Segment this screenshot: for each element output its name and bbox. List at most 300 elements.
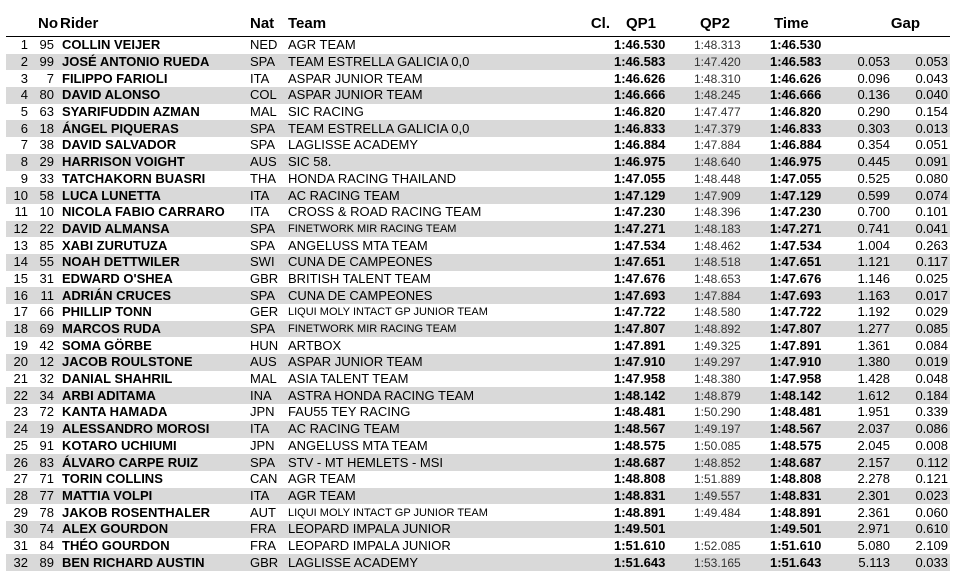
- class-cell: [514, 337, 612, 354]
- gap-to-leader-cell: 0.599: [857, 187, 890, 203]
- team-cell: SIC RACING: [288, 104, 364, 120]
- best-time-cell: 1:47.651: [770, 254, 822, 270]
- table-row: [6, 404, 950, 421]
- gap-to-previous-cell: 0.048: [915, 371, 948, 387]
- nationality-cell: SPA: [250, 220, 276, 236]
- nationality-cell: ITA: [250, 187, 270, 203]
- class-cell: [514, 104, 612, 121]
- qp1-time-cell: 1:48.808: [614, 471, 666, 487]
- class-cell: [514, 70, 612, 87]
- number-cell: 58: [39, 187, 54, 203]
- best-time-cell: 1:48.575: [770, 437, 822, 453]
- qp2-time-cell: 1:48.380: [694, 372, 741, 387]
- qp1-time-cell: 1:46.884: [614, 137, 666, 153]
- team-cell: SIC 58.: [288, 154, 332, 170]
- gap-to-leader-cell: 0.354: [857, 137, 890, 153]
- number-cell: 84: [39, 537, 54, 553]
- qp1-time-cell: 1:49.501: [614, 521, 666, 537]
- qp2-time-cell: 1:49.484: [694, 505, 741, 520]
- nationality-cell: MAL: [250, 371, 277, 387]
- best-time-cell: 1:48.831: [770, 487, 822, 503]
- team-cell: LIQUI MOLY INTACT GP JUNIOR TEAM: [288, 306, 488, 319]
- team-cell: LAGLISSE ACADEMY: [288, 554, 419, 570]
- rider-cell: TORIN COLLINS: [62, 471, 163, 487]
- qp1-time-cell: 1:46.626: [614, 70, 666, 86]
- best-time-cell: 1:47.693: [770, 287, 822, 303]
- position-cell: 6: [20, 120, 28, 136]
- qp1-time-cell: 1:48.142: [614, 387, 666, 403]
- best-time-cell: 1:47.534: [770, 237, 822, 253]
- position-cell: 20: [13, 354, 28, 370]
- gap-to-previous-cell: 0.017: [915, 287, 948, 303]
- nationality-cell: SPA: [250, 54, 276, 70]
- qp2-time-cell: 1:51.889: [694, 472, 741, 487]
- gap-to-previous-cell: 0.184: [915, 387, 948, 403]
- number-cell: 38: [39, 137, 54, 153]
- rider-cell: NOAH DETTWILER: [62, 254, 180, 270]
- table-row: [6, 120, 950, 137]
- class-cell: [514, 521, 612, 538]
- position-cell: 21: [13, 371, 28, 387]
- qp1-time-cell: 1:51.610: [614, 537, 666, 553]
- nationality-cell: MAL: [250, 104, 277, 120]
- nationality-cell: SPA: [250, 137, 276, 153]
- class-cell: [514, 554, 612, 571]
- gap-to-previous-cell: 0.112: [916, 454, 948, 470]
- gap-to-leader-cell: 2.971: [857, 521, 890, 537]
- table-row: [6, 87, 950, 104]
- nationality-cell: ITA: [250, 421, 270, 437]
- nationality-cell: JPN: [250, 404, 275, 420]
- rider-cell: KANTA HAMADA: [62, 404, 168, 420]
- qp1-time-cell: 1:48.481: [614, 404, 666, 420]
- best-time-cell: 1:46.820: [770, 104, 822, 120]
- class-cell: [514, 421, 612, 438]
- gap-to-previous-cell: 0.041: [915, 220, 948, 236]
- class-cell: [514, 371, 612, 388]
- qp1-time-cell: 1:47.129: [614, 187, 666, 203]
- rider-cell: COLLIN VEIJER: [62, 37, 161, 53]
- gap-to-previous-cell: 0.033: [915, 554, 948, 570]
- class-cell: [514, 321, 612, 338]
- team-cell: CUNA DE CAMPEONES: [288, 287, 433, 303]
- nationality-cell: NED: [250, 37, 278, 53]
- rider-cell: EDWARD O'SHEA: [62, 270, 173, 286]
- qp1-time-cell: 1:51.643: [614, 554, 666, 570]
- number-cell: 74: [39, 521, 54, 537]
- qp2-time-cell: 1:47.477: [694, 105, 741, 120]
- number-cell: 19: [39, 421, 54, 437]
- best-time-cell: 1:48.567: [770, 421, 822, 437]
- team-cell: STV - MT HEMLETS - MSI: [288, 454, 444, 470]
- nationality-cell: GBR: [250, 554, 279, 570]
- position-cell: 26: [13, 454, 28, 470]
- gap-to-previous-cell: 0.085: [915, 321, 948, 337]
- table-row: [6, 287, 950, 304]
- best-time-cell: 1:51.610: [770, 537, 822, 553]
- position-cell: 15: [13, 270, 28, 286]
- rider-cell: ÁNGEL PIQUERAS: [62, 120, 179, 136]
- best-time-cell: 1:46.884: [770, 137, 822, 153]
- best-time-cell: 1:48.481: [770, 404, 822, 420]
- nationality-cell: AUS: [250, 154, 277, 170]
- rider-cell: DAVID SALVADOR: [62, 137, 177, 153]
- gap-to-leader-cell: 0.053: [857, 54, 890, 70]
- table-row: [6, 237, 950, 254]
- best-time-cell: 1:47.230: [770, 204, 822, 220]
- team-cell: AC RACING TEAM: [288, 187, 400, 203]
- nationality-cell: SPA: [250, 237, 276, 253]
- nationality-cell: ITA: [250, 70, 270, 86]
- class-cell: [514, 54, 612, 71]
- best-time-cell: 1:48.142: [770, 387, 822, 403]
- best-time-cell: 1:47.910: [770, 354, 822, 370]
- team-cell: ASPAR JUNIOR TEAM: [288, 354, 423, 370]
- qp2-time-cell: 1:48.518: [694, 255, 741, 270]
- gap-to-previous-cell: 0.154: [915, 104, 948, 120]
- rider-cell: FILIPPO FARIOLI: [62, 70, 168, 86]
- rider-cell: MATTIA VOLPI: [62, 487, 153, 503]
- gap-to-leader-cell: 2.278: [857, 471, 890, 487]
- position-cell: 1: [20, 37, 28, 53]
- qp2-time-cell: 1:50.085: [694, 438, 741, 453]
- rider-cell: DAVID ALMANSA: [62, 220, 170, 236]
- best-time-cell: 1:48.687: [770, 454, 822, 470]
- table-row: [6, 171, 950, 188]
- gap-to-leader-cell: 2.301: [857, 487, 890, 503]
- gap-to-leader-cell: 1.428: [857, 371, 890, 387]
- nationality-cell: JPN: [250, 437, 275, 453]
- rider-cell: ARBI ADITAMA: [62, 387, 156, 403]
- table-row: [6, 371, 950, 388]
- class-cell: [514, 454, 612, 471]
- rider-cell: HARRISON VOIGHT: [62, 154, 185, 170]
- table-row: [6, 337, 950, 354]
- team-cell: LAGLISSE ACADEMY: [288, 137, 419, 153]
- gap-to-previous-cell: 0.086: [915, 421, 948, 437]
- class-cell: [514, 237, 612, 254]
- rider-cell: TATCHAKORN BUASRI: [62, 170, 206, 186]
- gap-to-previous-cell: 0.263: [915, 237, 948, 253]
- qp2-time-cell: 1:47.420: [694, 55, 741, 70]
- table-row: [6, 454, 950, 471]
- position-cell: 4: [20, 87, 28, 103]
- class-cell: [514, 221, 612, 238]
- table-row: [6, 421, 950, 438]
- qp2-time-cell: 1:47.884: [694, 288, 741, 303]
- nationality-cell: ITA: [250, 204, 270, 220]
- best-time-cell: 1:46.833: [770, 120, 822, 136]
- rider-cell: KOTARO UCHIUMI: [62, 437, 177, 453]
- qp1-time-cell: 1:48.575: [614, 437, 666, 453]
- class-cell: [514, 304, 612, 321]
- number-cell: 42: [39, 337, 54, 353]
- team-cell: CUNA DE CAMPEONES: [288, 254, 433, 270]
- nationality-cell: COL: [250, 87, 277, 103]
- table-row: [6, 137, 950, 154]
- position-cell: 28: [13, 487, 28, 503]
- gap-to-leader-cell: 0.741: [857, 220, 890, 236]
- position-cell: 25: [13, 437, 28, 453]
- gap-to-previous-cell: 0.029: [915, 304, 948, 320]
- gap-to-leader-cell: 1.380: [857, 354, 890, 370]
- gap-to-leader-cell: 1.277: [857, 321, 890, 337]
- qp1-time-cell: 1:47.693: [614, 287, 666, 303]
- gap-to-leader-cell: 1.004: [857, 237, 890, 253]
- header-nat: Nat: [248, 10, 286, 37]
- table-row: [6, 221, 950, 238]
- position-cell: 14: [13, 254, 28, 270]
- class-cell: [514, 438, 612, 455]
- rider-cell: SOMA GÖRBE: [62, 337, 152, 353]
- qp1-time-cell: 1:47.230: [614, 204, 666, 220]
- team-cell: AGR TEAM: [288, 471, 356, 487]
- qp2-time-cell: 1:47.379: [694, 121, 741, 136]
- gap-to-previous-cell: [892, 37, 950, 54]
- position-cell: 19: [13, 337, 28, 353]
- gap-to-leader-cell: 0.525: [857, 170, 890, 186]
- number-cell: 99: [39, 54, 54, 70]
- qp2-time-cell: 1:48.396: [694, 205, 741, 220]
- gap-to-previous-cell: 0.091: [915, 154, 948, 170]
- gap-to-previous-cell: 0.117: [916, 254, 948, 270]
- qp1-time-cell: 1:47.055: [614, 170, 666, 186]
- team-cell: BRITISH TALENT TEAM: [288, 270, 431, 286]
- qp2-time-cell: 1:48.310: [694, 71, 741, 86]
- number-cell: 71: [39, 471, 54, 487]
- gap-to-leader-cell: 2.361: [857, 504, 890, 520]
- number-cell: 29: [39, 154, 54, 170]
- number-cell: 72: [39, 404, 54, 420]
- best-time-cell: 1:48.891: [770, 504, 822, 520]
- gap-to-previous-cell: 0.051: [915, 137, 948, 153]
- team-cell: FAU55 TEY RACING: [288, 404, 411, 420]
- table-row: [6, 70, 950, 87]
- position-cell: 31: [13, 537, 28, 553]
- qp1-time-cell: 1:46.583: [614, 54, 666, 70]
- team-cell: AC RACING TEAM: [288, 421, 400, 437]
- nationality-cell: SPA: [250, 120, 276, 136]
- nationality-cell: GBR: [250, 270, 279, 286]
- gap-to-leader-cell: 5.113: [858, 554, 890, 570]
- position-cell: 17: [13, 304, 28, 320]
- nationality-cell: HUN: [250, 337, 279, 353]
- position-cell: 12: [13, 220, 28, 236]
- position-cell: 11: [14, 204, 28, 220]
- best-time-cell: 1:47.676: [770, 270, 822, 286]
- gap-to-previous-cell: 0.080: [915, 170, 948, 186]
- class-cell: [514, 504, 612, 521]
- position-cell: 5: [20, 104, 28, 120]
- qp1-time-cell: 1:48.891: [614, 504, 666, 520]
- number-cell: 91: [39, 437, 54, 453]
- class-cell: [514, 120, 612, 137]
- rider-cell: ADRIÁN CRUCES: [62, 287, 172, 303]
- position-cell: 9: [20, 170, 28, 186]
- gap-to-previous-cell: 0.013: [915, 120, 948, 136]
- table-row: [6, 521, 950, 538]
- class-cell: [514, 37, 612, 54]
- class-cell: [514, 171, 612, 188]
- qp1-time-cell: 1:48.831: [614, 487, 666, 503]
- qp2-time-cell: 1:48.245: [694, 88, 741, 103]
- rider-cell: DAVID ALONSO: [62, 87, 161, 103]
- team-cell: CROSS & ROAD RACING TEAM: [288, 204, 482, 220]
- table-row: [6, 204, 950, 221]
- position-cell: 3: [20, 70, 28, 86]
- rider-cell: JACOB ROULSTONE: [62, 354, 193, 370]
- rider-cell: SYARIFUDDIN AZMAN: [62, 104, 200, 120]
- number-cell: 11: [40, 287, 54, 303]
- number-cell: 66: [39, 304, 54, 320]
- number-cell: 12: [39, 354, 54, 370]
- gap-to-leader-cell: 1.612: [857, 387, 890, 403]
- class-cell: [514, 404, 612, 421]
- gap-to-previous-cell: 0.060: [915, 504, 948, 520]
- position-cell: 23: [13, 404, 28, 420]
- number-cell: 55: [39, 254, 54, 270]
- results-table: [6, 10, 950, 571]
- qp2-time-cell: [674, 521, 756, 538]
- qp2-time-cell: 1:49.197: [694, 422, 741, 437]
- position-cell: 32: [13, 554, 28, 570]
- rider-cell: ALEX GOURDON: [62, 521, 169, 537]
- team-cell: ASIA TALENT TEAM: [288, 371, 409, 387]
- best-time-cell: 1:47.129: [770, 187, 822, 203]
- team-cell: AGR TEAM: [288, 37, 356, 53]
- number-cell: 63: [39, 104, 54, 120]
- table-header: [6, 10, 950, 37]
- position-cell: 30: [13, 521, 28, 537]
- gap-to-previous-cell: 0.610: [915, 521, 948, 537]
- qp1-time-cell: 1:48.687: [614, 454, 666, 470]
- best-time-cell: 1:46.975: [770, 154, 822, 170]
- qp2-time-cell: 1:48.892: [694, 322, 741, 337]
- position-cell: 8: [20, 154, 28, 170]
- rider-cell: LUCA LUNETTA: [62, 187, 161, 203]
- rider-cell: JOSÉ ANTONIO RUEDA: [62, 54, 210, 70]
- qp2-time-cell: 1:47.884: [694, 138, 741, 153]
- qp2-time-cell: 1:48.653: [694, 271, 741, 286]
- class-cell: [514, 271, 612, 288]
- class-cell: [514, 204, 612, 221]
- gap-to-previous-cell: 0.008: [915, 437, 948, 453]
- number-cell: 18: [39, 120, 54, 136]
- qp1-time-cell: 1:46.975: [614, 154, 666, 170]
- gap-to-leader-cell: 5.080: [857, 537, 890, 553]
- qp1-time-cell: 1:47.676: [614, 270, 666, 286]
- position-cell: 13: [13, 237, 28, 253]
- best-time-cell: 1:46.666: [770, 87, 822, 103]
- header-time: Time: [756, 10, 836, 37]
- qp1-time-cell: 1:47.722: [614, 304, 666, 320]
- nationality-cell: FRA: [250, 521, 276, 537]
- best-time-cell: 1:48.808: [770, 471, 822, 487]
- rider-cell: ÁLVARO CARPE RUIZ: [62, 454, 199, 470]
- table-row: [6, 321, 950, 338]
- position-cell: 10: [13, 187, 28, 203]
- gap-to-leader-cell: 2.045: [857, 437, 890, 453]
- class-cell: [514, 488, 612, 505]
- class-cell: [514, 387, 612, 404]
- gap-to-previous-cell: 0.040: [915, 87, 948, 103]
- qp2-time-cell: 1:48.580: [694, 305, 741, 320]
- qp2-time-cell: 1:49.325: [694, 338, 741, 353]
- table-row: [6, 104, 950, 121]
- header-pos: [6, 10, 36, 37]
- gap-to-leader-cell: 0.700: [857, 204, 890, 220]
- nationality-cell: SPA: [250, 454, 276, 470]
- nationality-cell: THA: [250, 170, 276, 186]
- qp2-time-cell: 1:49.297: [694, 355, 741, 370]
- header-cl: Cl.: [514, 10, 612, 37]
- team-cell: TEAM ESTRELLA GALICIA 0,0: [288, 54, 470, 70]
- class-cell: [514, 187, 612, 204]
- team-cell: ASTRA HONDA RACING TEAM: [288, 387, 475, 403]
- team-cell: ANGELUSS MTA TEAM: [288, 437, 428, 453]
- team-cell: TEAM ESTRELLA GALICIA 0,0: [288, 120, 470, 136]
- qp1-time-cell: 1:47.271: [614, 220, 666, 236]
- best-time-cell: 1:46.530: [770, 37, 822, 53]
- team-cell: FINETWORK MIR RACING TEAM: [288, 323, 457, 336]
- gap-to-leader-cell: 0.136: [857, 87, 890, 103]
- gap-to-previous-cell: 0.019: [915, 354, 948, 370]
- team-cell: ANGELUSS MTA TEAM: [288, 237, 428, 253]
- qp2-time-cell: 1:48.852: [694, 455, 741, 470]
- qp2-time-cell: 1:48.313: [694, 38, 741, 53]
- position-cell: 29: [13, 504, 28, 520]
- qp2-time-cell: 1:52.085: [694, 538, 741, 553]
- gap-to-previous-cell: 0.053: [915, 54, 948, 70]
- table-row: [6, 488, 950, 505]
- rider-cell: JAKOB ROSENTHALER: [62, 504, 211, 520]
- table-row: [6, 471, 950, 488]
- gap-to-previous-cell: 0.074: [915, 187, 948, 203]
- qp1-time-cell: 1:47.807: [614, 321, 666, 337]
- table-row: [6, 54, 950, 71]
- team-cell: FINETWORK MIR RACING TEAM: [288, 222, 457, 235]
- rider-cell: ALESSANDRO MOROSI: [62, 421, 210, 437]
- table-row: [6, 37, 950, 54]
- class-cell: [514, 137, 612, 154]
- nationality-cell: SPA: [250, 321, 276, 337]
- number-cell: 80: [39, 87, 54, 103]
- position-cell: 18: [13, 321, 28, 337]
- qp2-time-cell: 1:48.183: [694, 221, 741, 236]
- number-cell: 69: [39, 321, 54, 337]
- number-cell: 32: [39, 371, 54, 387]
- qp1-time-cell: 1:47.910: [614, 354, 666, 370]
- table-body: [6, 37, 950, 572]
- number-cell: 78: [39, 504, 54, 520]
- team-cell: LEOPARD IMPALA JUNIOR: [288, 537, 451, 553]
- rider-cell: PHILLIP TONN: [62, 304, 152, 320]
- best-time-cell: 1:47.891: [770, 337, 822, 353]
- gap-to-leader-cell: 0.290: [857, 104, 890, 120]
- number-cell: 7: [46, 70, 54, 86]
- nationality-cell: INA: [250, 387, 272, 403]
- table-row: [6, 538, 950, 555]
- team-cell: HONDA RACING THAILAND: [288, 170, 457, 186]
- qp1-time-cell: 1:46.833: [614, 120, 666, 136]
- gap-to-previous-cell: 0.121: [915, 471, 948, 487]
- team-cell: LIQUI MOLY INTACT GP JUNIOR TEAM: [288, 506, 488, 519]
- qp1-time-cell: 1:48.567: [614, 421, 666, 437]
- table-row: [6, 304, 950, 321]
- qp2-time-cell: 1:50.290: [694, 405, 741, 420]
- table-row: [6, 271, 950, 288]
- number-cell: 95: [39, 37, 54, 53]
